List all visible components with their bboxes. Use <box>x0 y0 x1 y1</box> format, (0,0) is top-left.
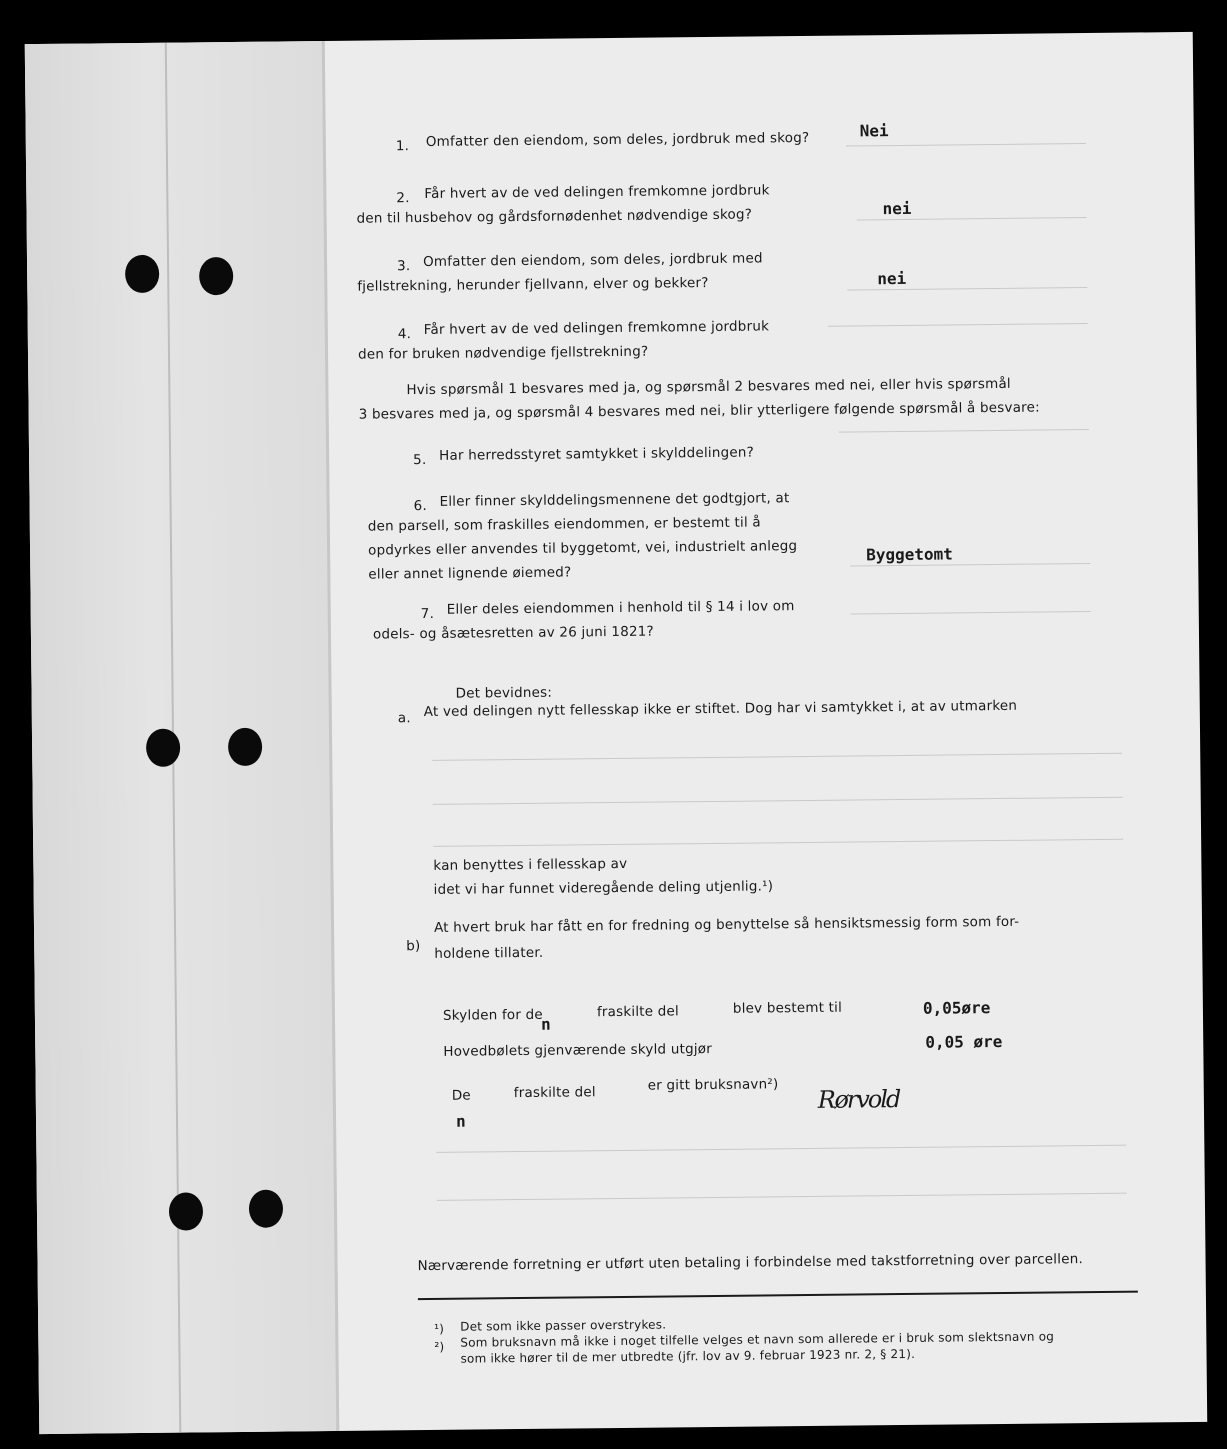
bruksnavn-label-cont: er gitt bruksnavn²) <box>647 1076 779 1094</box>
footnote-2-cont: som ikke hører til de mer utbredte (jfr. lov av 9. februar 1923 nr. 2, § 21). <box>460 1346 916 1366</box>
footer-note: Nærværende forretning er utført uten betaling i forbindelse med takstforretning over parcellen. <box>417 1251 1084 1275</box>
item-a-text: At ved delingen nytt fellesskap ikke er stiftet. Dog har vi samtykket i, at av utmarken <box>423 697 1018 721</box>
question-6-text-cont: den parsell, som fraskilles eiendommen, er bestemt til å <box>367 514 761 535</box>
question-4-text-cont: den for bruken nødvendige fjellstrekning? <box>357 343 649 363</box>
footnote-2-mark: ²) <box>434 1339 445 1354</box>
bruksnavn-handwritten: Rørvold <box>817 1085 900 1114</box>
document-page <box>25 32 1207 1434</box>
question-3-text-cont: fjellstrekning, herunder fjellvann, elver og bekker? <box>357 275 709 295</box>
conditional-text: Hvis spørsmål 1 besvares med ja, og spørsmål 2 besvares med nei, eller hvis spørsmål <box>406 375 1011 399</box>
skyld-label-cont: blev bestemt til <box>732 999 843 1017</box>
item-b-text-cont: holdene tillater. <box>434 944 544 962</box>
question-5-number: 5. <box>413 451 427 469</box>
hovedbol-label: Hovedbølets gjenværende skyld utgjør <box>443 1041 713 1060</box>
bevidnes-label: Det bevidnes: <box>455 684 553 702</box>
question-2-number: 2. <box>396 190 410 207</box>
question-1-number: 1. <box>395 138 410 155</box>
answer-line <box>839 429 1089 433</box>
question-2-text-cont: den til husbehov og gårdsfornødenhet nødvendige skog? <box>356 206 753 227</box>
answer-line <box>846 143 1086 147</box>
punch-hole <box>228 728 262 766</box>
answer-line <box>851 611 1091 615</box>
question-6-number: 6. <box>413 497 427 515</box>
footnote-1-mark: ¹) <box>434 1321 445 1336</box>
question-5-text: Har herredsstyret samtykket i skylddelingen? <box>439 444 755 464</box>
bruksnavn-label: De <box>451 1087 471 1104</box>
bruksnavn-handwritten-n: n <box>455 1111 466 1131</box>
blank-line <box>437 1193 1127 1201</box>
blank-line <box>433 797 1123 805</box>
question-1-text: Omfatter den eiendom, som deles, jordbruk med skog? <box>425 129 810 150</box>
footer-rule <box>418 1291 1138 1301</box>
answer-line <box>828 323 1088 327</box>
question-6-text: Eller finner skylddelingsmennene det godtgjort, at <box>439 490 790 510</box>
answer-6: Byggetomt <box>866 544 953 565</box>
skyld-value: 0,05øre <box>922 998 991 1018</box>
question-7-number: 7. <box>420 605 435 623</box>
question-3-text: Omfatter den eiendom, som deles, jordbruk med <box>422 250 763 270</box>
hovedbol-value: 0,05 øre <box>925 1031 1003 1052</box>
skyld-label: Skylden for de <box>442 1006 543 1024</box>
blank-line <box>433 839 1123 847</box>
item-b-label: b) <box>406 938 421 955</box>
question-4-number: 4. <box>397 326 412 343</box>
skyld-handwritten-n: n <box>540 1014 551 1034</box>
item-a-cont: idet vi har funnet videregående deling utjenlig.¹) <box>433 878 774 898</box>
answer-3: nei <box>877 268 907 289</box>
footnote-1: Det som ikke passer overstrykes. <box>460 1317 667 1334</box>
skyld-label-cont: fraskilte del <box>596 1003 680 1021</box>
blank-line <box>436 1145 1126 1153</box>
item-a-label: a. <box>397 710 411 727</box>
item-a-cont: kan benyttes i fellesskap av <box>433 855 628 874</box>
punch-hole <box>125 255 159 293</box>
question-6-text-cont: opdyrkes eller anvendes til byggetomt, vei, industrielt anlegg <box>367 538 798 559</box>
question-4-text: Får hvert av de ved delingen fremkomne jordbruk <box>423 318 770 338</box>
item-b-text: At hvert bruk har fått en for fredning og benyttelse så hensiktsmessig form som for- <box>433 913 1020 936</box>
question-7-text: Eller deles eiendommen i henhold til § 14 i lov om <box>446 598 795 618</box>
punch-hole <box>249 1190 283 1228</box>
blank-line <box>432 753 1122 761</box>
conditional-text-cont: 3 besvares med ja, og spørsmål 4 besvares med nei, blir ytterligere følgende spørsmål å besvare: <box>358 399 1040 423</box>
answer-2: nei <box>882 198 912 219</box>
question-7-text-cont: odels- og åsætesretten av 26 juni 1821? <box>372 623 654 643</box>
answer-1: Nei <box>859 121 889 141</box>
punch-hole <box>199 257 233 295</box>
bruksnavn-label-cont: fraskilte del <box>513 1084 596 1102</box>
question-3-number: 3. <box>397 258 411 275</box>
question-6-text-cont: eller annet lignende øiemed? <box>368 564 572 583</box>
punch-hole <box>169 1192 203 1230</box>
punch-hole <box>146 729 180 767</box>
question-2-text: Får hvert av de ved delingen fremkomne jordbruk <box>424 182 770 202</box>
footnote-2: Som bruksnavn må ikke i noget tilfelle velges et navn som allerede er i bruk som slektsnavn og <box>460 1329 1055 1350</box>
